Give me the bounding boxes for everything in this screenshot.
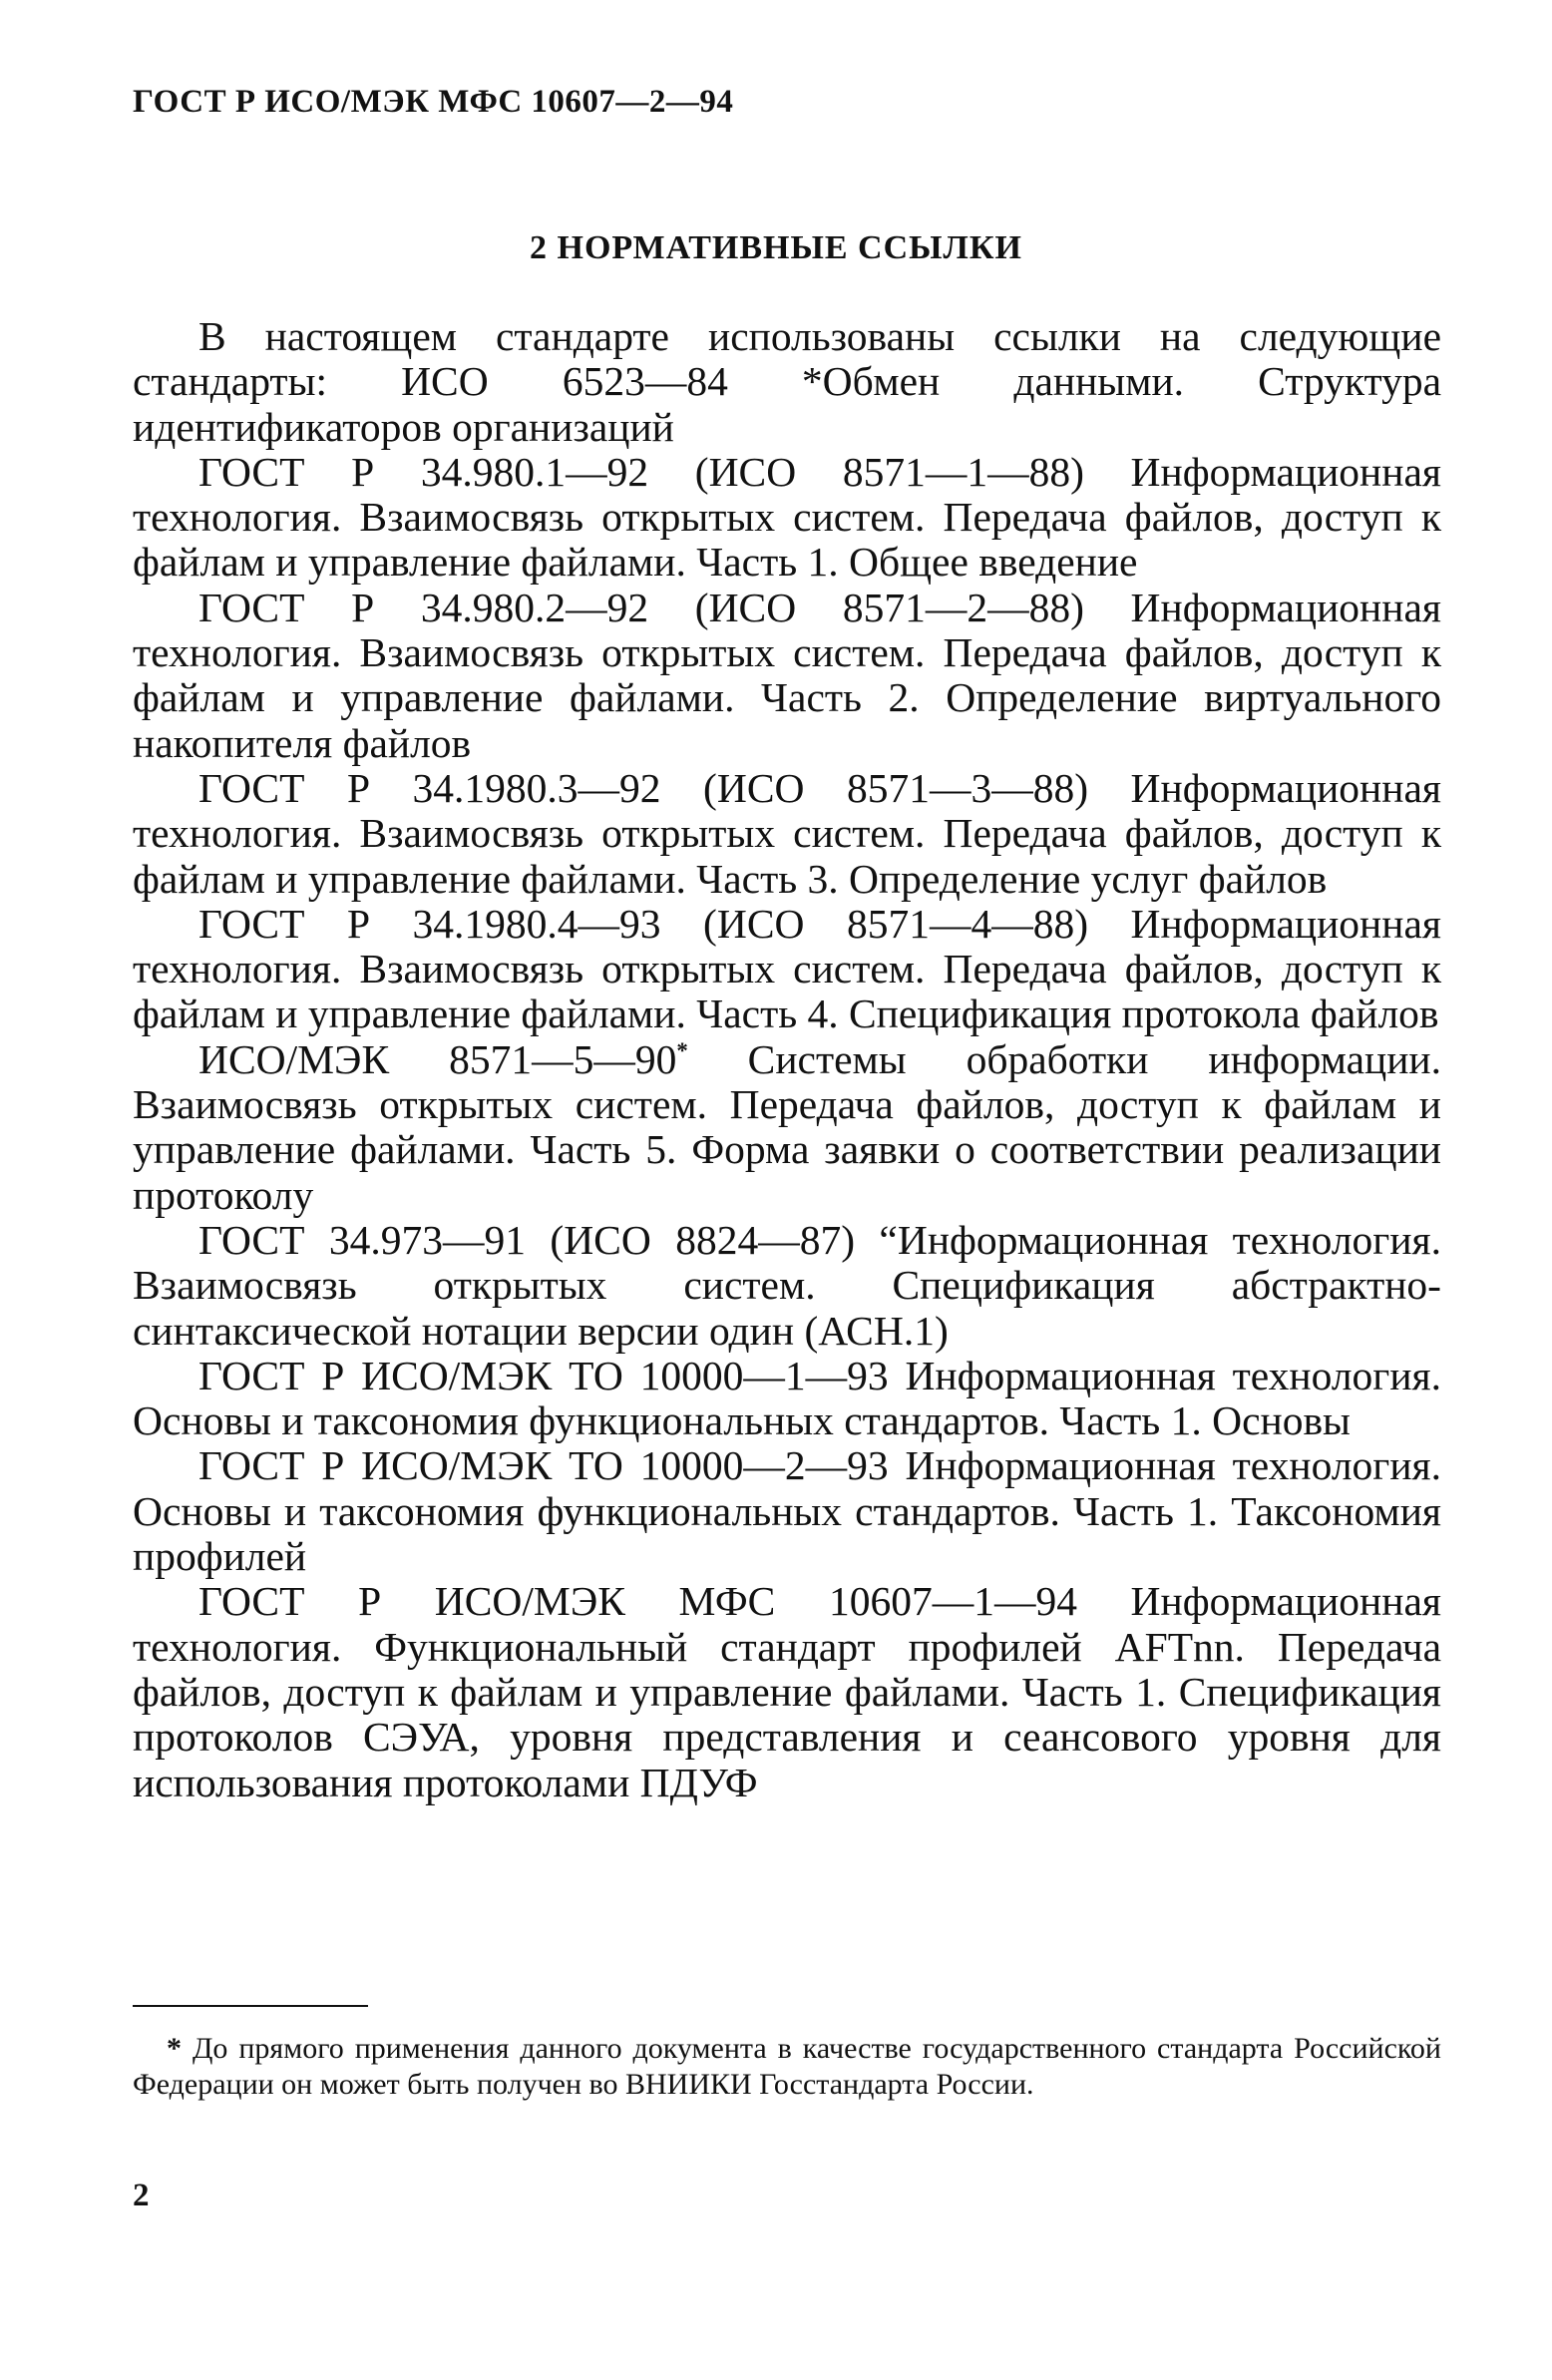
footnote-text: До прямого применения данного документа в качестве государственного стандарта Российской Федерации он может быть получен во ВНИИКИ Госстандарта России. [133, 2032, 1441, 2101]
running-header: ГОСТ Р ИСО/МЭК МФС 10607—2—94 [133, 84, 734, 120]
reference-item: ГОСТ Р 34.1980.4—93 (ИСО 8571—4—88) Информационная технология. Взаимосвязь открытых систем. Передача файлов, доступ к файлам и управление файлами. Часть 4. Спецификация протокола файлов [133, 900, 1441, 1037]
reference-item: ГОСТ Р 34.980.2—92 (ИСО 8571—2—88) Информационная технология. Взаимосвязь открытых систем. Передача файлов, доступ к файлам и управление файлами. Часть 2. Определение виртуального накопителя файлов [133, 584, 1441, 766]
page-number: 2 [133, 2178, 150, 2213]
reference-item: ГОСТ Р ИСО/МЭК ТО 10000—2—93 Информационная технология. Основы и таксономия функциональных стандартов. Часть 1. Таксономия профилей [133, 1442, 1441, 1580]
reference-item: ГОСТ Р 34.980.1—92 (ИСО 8571—1—88) Информационная технология. Взаимосвязь открытых систем. Передача файлов, доступ к файлам и управление файлами. Часть 1. Общее введение [133, 448, 1441, 586]
section-title: 2 НОРМАТИВНЫЕ ССЫЛКИ [530, 229, 1022, 266]
footnote-divider [133, 2005, 368, 2007]
references-list [133, 314, 1441, 1805]
footnote-marker: * [167, 2032, 182, 2065]
reference-item: ГОСТ 34.973—91 (ИСО 8824—87) “Информационная технология. Взаимосвязь открытых систем. Спецификация абстрактно-синтаксической нотации версии один (АСН.1) [133, 1216, 1441, 1354]
reference-intro: В настоящем стандарте использованы ссылки на следующие стандарты: ИСО 6523—84 *Обмен данными. Структура идентификаторов организаций [133, 313, 1441, 450]
reference-item: ГОСТ Р ИСО/МЭК МФС 10607—1—94 Информационная технология. Функциональный стандарт профилей AFTnn. Передача файлов, доступ к файлам и управление файлами. Часть 1. Спецификация протоколов СЭУА, уровня представления и сеансового уровня для использования протоколами ПДУФ [133, 1578, 1441, 1805]
reference-designation: ИСО/МЭК 8571—5—90 [198, 1035, 677, 1082]
footnote-marker: * [676, 1037, 688, 1063]
reference-title: Системы обработки информации. Взаимосвязь открытых систем. Передача файлов, доступ к файлам и управление файлами. Часть 5. Форма заявки о соответствии реализации протоколу [133, 1035, 1441, 1218]
reference-item: ГОСТ Р ИСО/МЭК ТО 10000—1—93 Информационная технология. Основы и таксономия функциональных стандартов. Часть 1. Основы [133, 1352, 1441, 1444]
reference-item-iso-8571-5 [133, 1037, 1441, 1218]
footnote [133, 2031, 1441, 2103]
reference-item: ГОСТ Р 34.1980.3—92 (ИСО 8571—3—88) Информационная технология. Взаимосвязь открытых систем. Передача файлов, доступ к файлам и управление файлами. Часть 3. Определение услуг файлов [133, 764, 1441, 902]
